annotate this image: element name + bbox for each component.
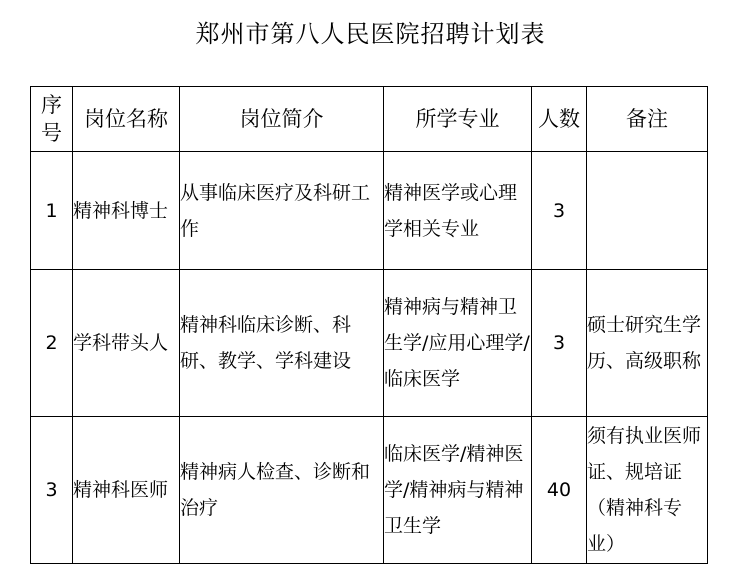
- cell-remarks: [587, 152, 708, 270]
- cell-remarks: 硕士研究生学历、高级职称: [587, 270, 708, 417]
- cell-count: 3: [532, 152, 587, 270]
- table-header-row: [31, 87, 708, 152]
- cell-description: 精神病人检查、诊断和治疗: [180, 417, 384, 564]
- header-description: 岗位简介: [180, 87, 384, 152]
- cell-no: 1: [31, 152, 73, 270]
- table-row: [31, 270, 708, 417]
- recruitment-plan-table: [30, 86, 708, 564]
- cell-no: 3: [31, 417, 73, 564]
- table-row: [31, 152, 708, 270]
- header-major: 所学专业: [384, 87, 532, 152]
- cell-count: 3: [532, 270, 587, 417]
- header-position: 岗位名称: [73, 87, 180, 152]
- cell-remarks: 须有执业医师证、规培证（精神科专业）: [587, 417, 708, 564]
- document-title: 郑州市第八人民医院招聘计划表: [195, 20, 546, 48]
- table-row: [31, 417, 708, 564]
- header-count: 人数: [532, 87, 587, 152]
- cell-description: 从事临床医疗及科研工作: [180, 152, 384, 270]
- header-no: 序号: [31, 87, 73, 152]
- header-remarks: 备注: [587, 87, 708, 152]
- cell-position: 精神科博士: [73, 152, 180, 270]
- cell-major: 临床医学/精神医学/精神病与精神卫生学: [384, 417, 532, 564]
- cell-no: 2: [31, 270, 73, 417]
- cell-position: 学科带头人: [73, 270, 180, 417]
- cell-major: 精神医学或心理学相关专业: [384, 152, 532, 270]
- cell-description: 精神科临床诊断、科研、教学、学科建设: [180, 270, 384, 417]
- cell-count: 40: [532, 417, 587, 564]
- cell-major: 精神病与精神卫生学/应用心理学/临床医学: [384, 270, 532, 417]
- cell-position: 精神科医师: [73, 417, 180, 564]
